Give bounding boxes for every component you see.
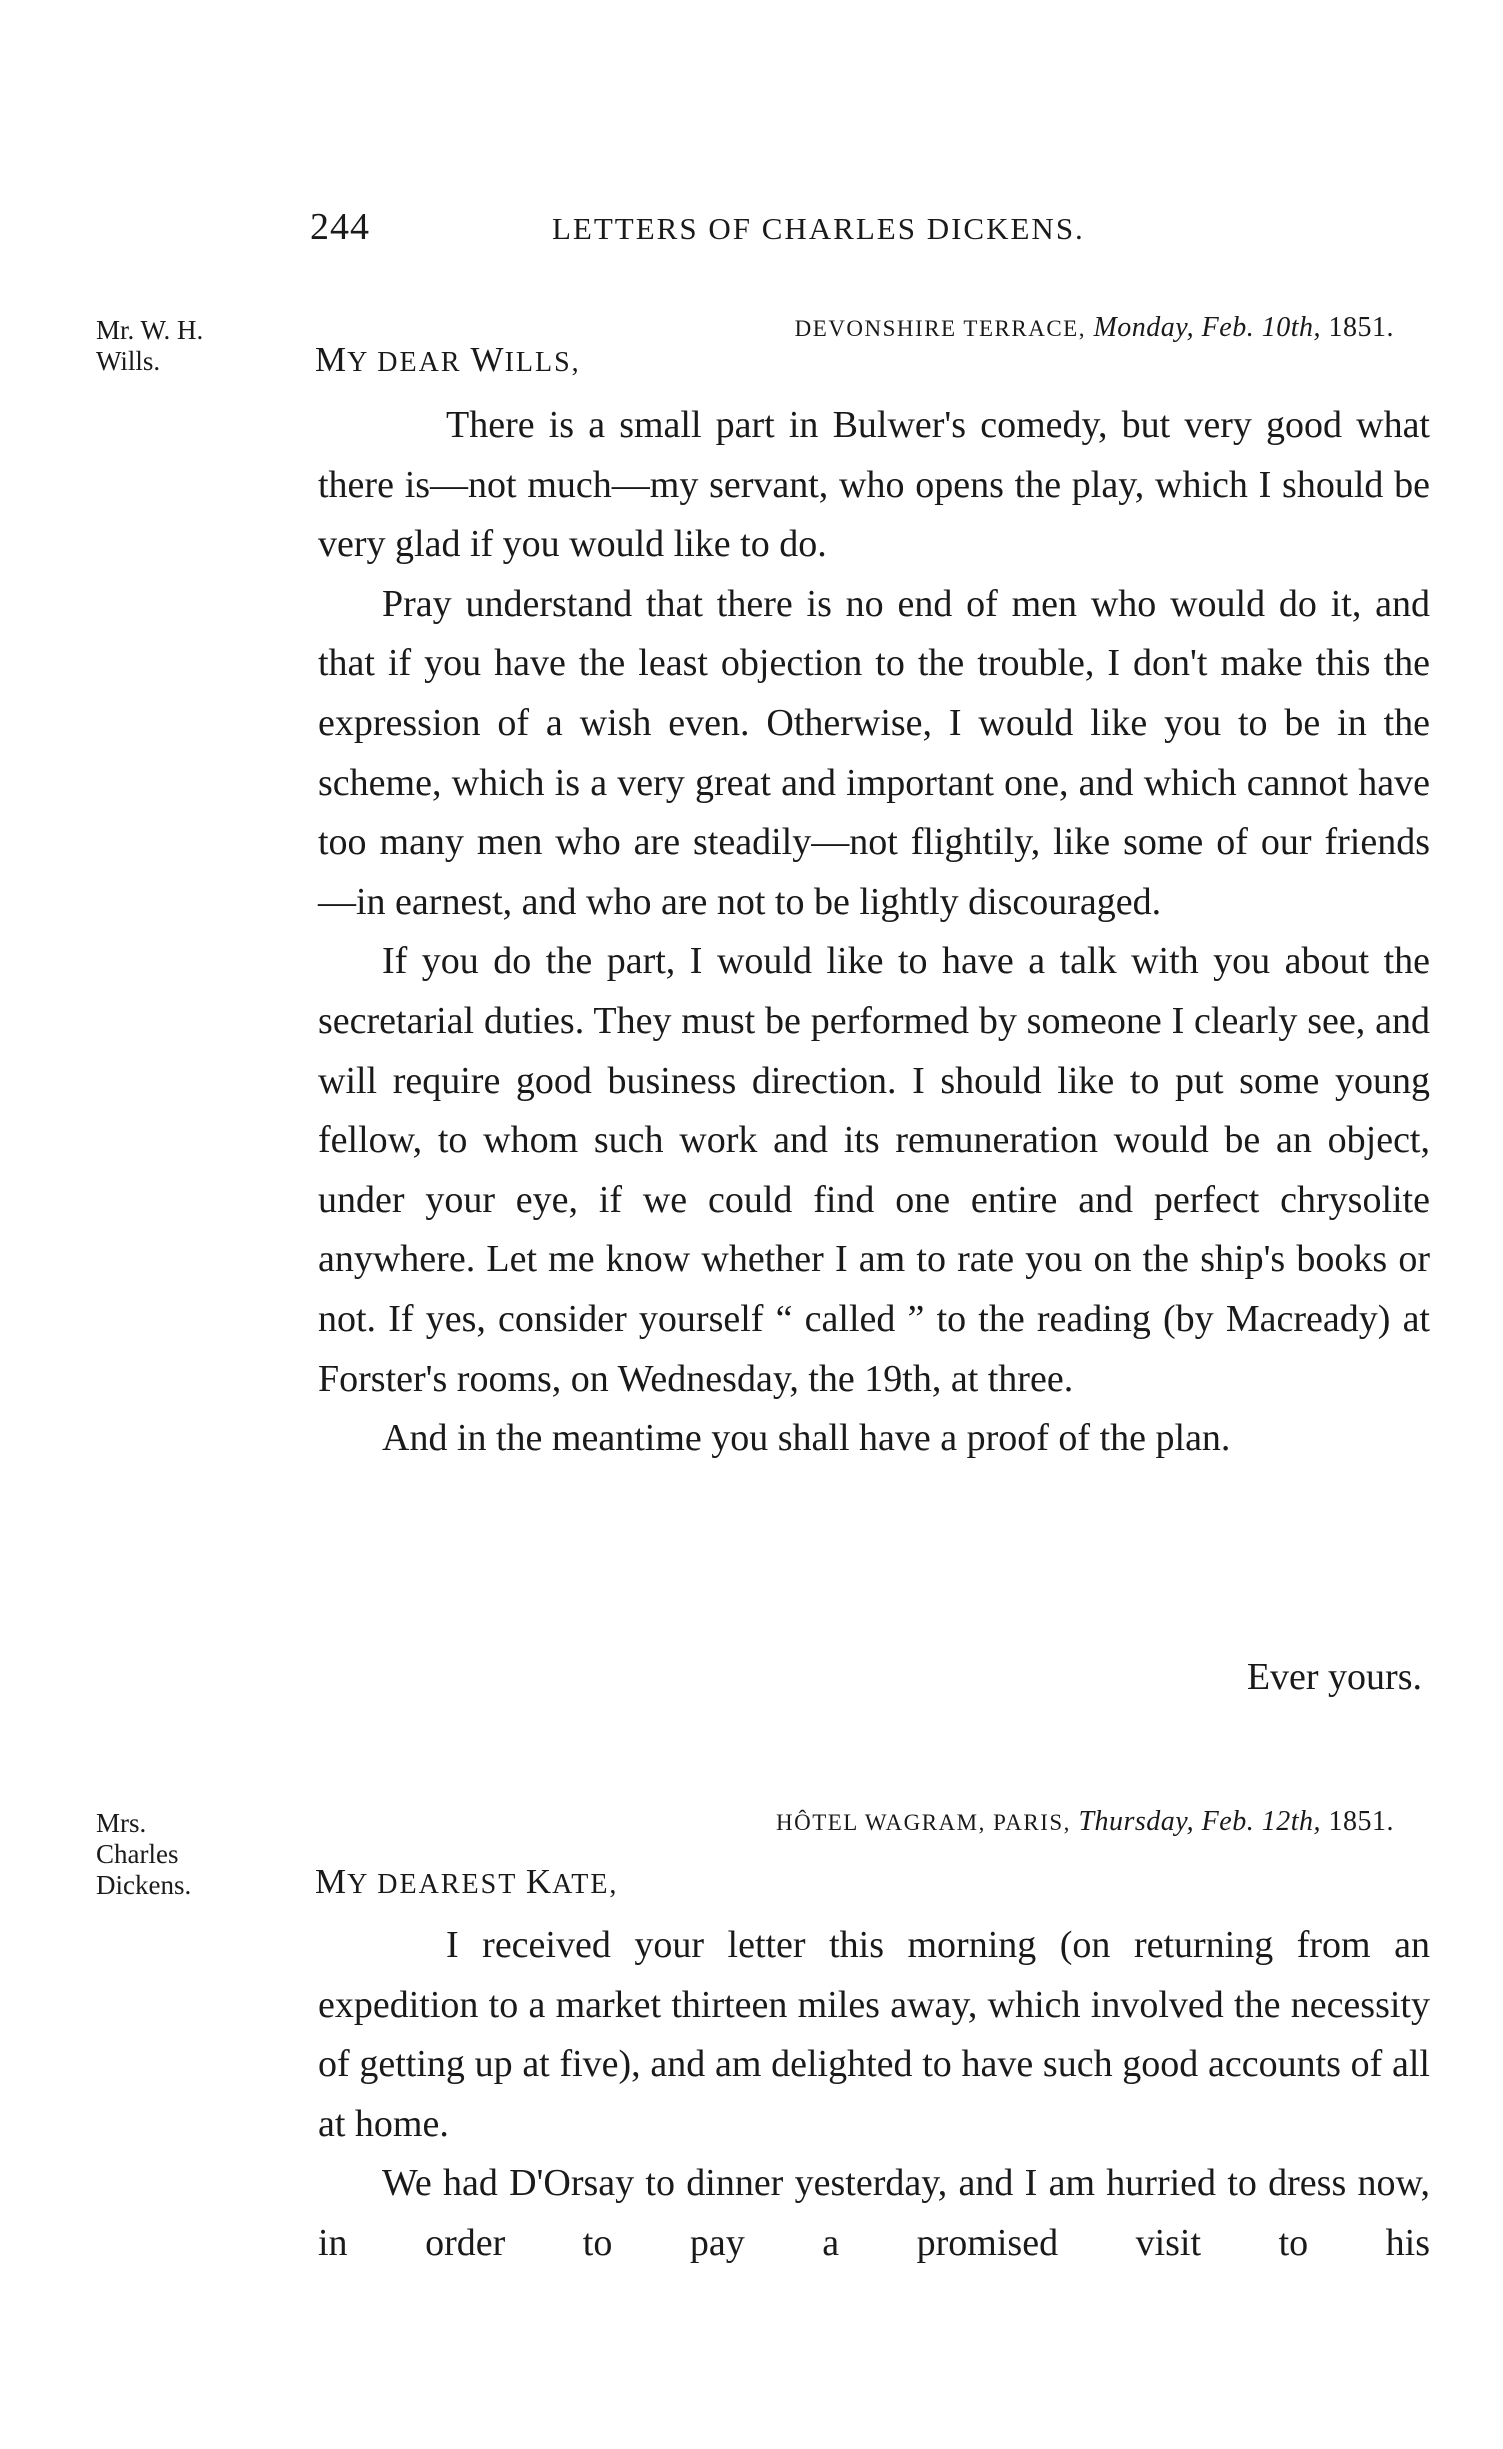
paragraph: I received your letter this morning (on returning from an expedition to a market thirteen miles away, which involved the necessity of getting up at five), and am delighted to have such good accounts of all at home. bbox=[318, 1924, 1430, 2145]
page-number: 244 bbox=[310, 206, 370, 248]
salutation-name-initial: W bbox=[470, 340, 505, 379]
salutation-name-small: ATE, bbox=[552, 1869, 619, 1900]
paragraph: We had D'Orsay to dinner yesterday, and I am hurried to dress now, in order to pay a promised visit to his bbox=[318, 2162, 1430, 2264]
salutation-small: Y DEAREST bbox=[347, 1869, 526, 1900]
dateline bbox=[795, 312, 1394, 344]
paragraph: Pray understand that there is no end of men who would do it, and that if you have the least objection to the trouble, I don't make this the expression of a wish even. Otherwise, I would like you to be in the scheme, which is a very great and important one, and which cannot have too many men who are steadily—not flightily, like some of our friends —in earnest, and who are not to be lightly discouraged. bbox=[318, 582, 1430, 923]
paragraph: If you do the part, I would like to have a talk with you about the secretarial duties. They must be performed by someone I clearly see, and will require good business direction. I should like to put some young fellow, to whom such work and its remuneration would be an object, under your eye, if we could find one entire and perfect chrysolite anywhere. Let me know whether I am to rate you on the ship's books or not. If yes, consider yourself “ called ” to the reading (by Macready) at Forster's rooms, on Wednesday, the 19th, at three. bbox=[318, 940, 1430, 1400]
paragraph: There is a small part in Bulwer's comedy, but very good what there is—not much—my servant, who opens the play, which I should be very glad if you would like to do. bbox=[318, 404, 1430, 566]
letter-body bbox=[318, 1916, 1430, 2274]
dateline-date: Thursday, Feb. 12th, bbox=[1078, 1806, 1321, 1837]
dateline bbox=[776, 1806, 1394, 1838]
letter-body bbox=[318, 396, 1430, 1469]
closing: Ever yours. bbox=[1246, 1656, 1422, 1698]
salutation-initial: M bbox=[315, 1862, 348, 1901]
margin-note-recipient: Mrs. Charles Dickens. bbox=[96, 1808, 192, 1900]
running-title: LETTERS OF CHARLES DICKENS. bbox=[552, 211, 1085, 246]
salutation-initial: M bbox=[315, 340, 348, 379]
dateline-date: Monday, Feb. 10th, bbox=[1093, 312, 1321, 343]
salutation bbox=[315, 1862, 618, 1902]
page-header bbox=[310, 205, 1410, 255]
salutation-small: Y DEAR bbox=[347, 347, 471, 378]
salutation-name-small: ILLS, bbox=[504, 347, 581, 378]
dateline-year: 1851. bbox=[1328, 312, 1394, 343]
dateline-place: HÔTEL WAGRAM, PARIS, bbox=[775, 1810, 1071, 1835]
dateline-year: 1851. bbox=[1328, 1806, 1394, 1837]
margin-note-recipient: Mr. W. H. Wills. bbox=[96, 315, 204, 376]
dateline-place: DEVONSHIRE TERRACE, bbox=[794, 316, 1086, 341]
salutation-name-initial: K bbox=[525, 1862, 553, 1901]
paragraph: And in the meantime you shall have a proof of the plan. bbox=[382, 1417, 1231, 1460]
salutation bbox=[315, 340, 581, 380]
